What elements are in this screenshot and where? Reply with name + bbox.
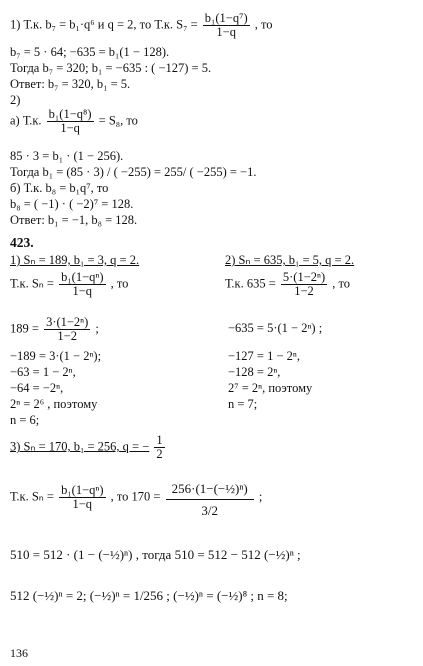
p3-fraction — [59, 484, 105, 511]
l6-num: b₁(1−q⁸) — [48, 107, 92, 121]
l6-tail: = S₈, то — [98, 113, 138, 128]
p2-b-line: −127 = 1 − 2ⁿ, — [228, 349, 300, 363]
p1-f-line: n = 6; — [10, 413, 40, 427]
p3-half-fraction — [154, 434, 164, 461]
p1-a-den: 1−2 — [57, 329, 77, 343]
p2-tk-line — [225, 271, 350, 298]
line-3: Тогда b₇ = 320; b₁ = −635 : ( −127) = 5. — [10, 61, 212, 75]
line-11: Ответ: b₁ = −1, b₈ = 128. — [10, 213, 138, 227]
p2-den: 1−2 — [294, 284, 314, 298]
line-7: 85 · 3 = b₁ · (1 − 256). — [10, 149, 124, 163]
p2-head: 2) Sₙ = 635, b₁ = 5, q = 2. — [225, 253, 355, 267]
p3-mid: , то 170 = — [110, 489, 161, 504]
p2-d-line: 2⁷ = 2ⁿ, поэтому — [228, 381, 313, 395]
p3-big-den: 3/2 — [201, 503, 218, 518]
p1-num: b₁(1−qⁿ) — [61, 270, 104, 284]
p1-head: 1) Sₙ = 189, b₁ = 3, q = 2. — [10, 253, 140, 267]
p2-c-line: −128 = 2ⁿ, — [228, 365, 281, 379]
p3-tk-line — [10, 478, 262, 517]
p2-tk: Т.к. 635 = — [225, 276, 276, 291]
p1-a-tail: ; — [95, 321, 99, 336]
p2-a-line: −635 = 5·(1 − 2ⁿ) ; — [228, 321, 323, 335]
p1-e-line: 2ⁿ = 2⁶ , поэтому — [10, 397, 98, 411]
p3-num: b₁(1−qⁿ) — [61, 483, 104, 497]
l1-num: b₁(1−q⁷) — [204, 11, 248, 25]
l6-text: а) Т.к. — [10, 113, 42, 128]
l1-fraction — [203, 12, 250, 39]
line-1 — [10, 12, 273, 39]
p3-head: 3) Sₙ = 170, b₁ = 256, q = − — [10, 439, 150, 454]
p2-e-line: n = 7; — [228, 397, 258, 411]
l6-fraction — [47, 108, 94, 135]
p1-den: 1−q — [72, 284, 93, 298]
p3-eq2-line: 510 = 512 · (1 − (−½)ⁿ) , тогда 510 = 512 − 512 (−½)ⁿ ; — [10, 547, 301, 562]
problem-number: 423. — [10, 235, 34, 250]
l1-tail: , то — [254, 17, 273, 32]
p1-c-line: −63 = 1 − 2ⁿ, — [10, 365, 76, 379]
p1-a-left: 189 = — [10, 321, 39, 336]
p1-b-line: −189 = 3·(1 − 2ⁿ); — [10, 349, 102, 363]
p3-head-line — [10, 434, 167, 461]
p1-a-line — [10, 316, 99, 343]
p3-eq3-line: 512 (−½)ⁿ = 2; (−½)ⁿ = 1/256 ; (−½)ⁿ = (−½)⁸ ; n = 8; — [10, 588, 288, 603]
p3-big-tail: ; — [258, 489, 263, 504]
p1-tk: Т.к. Sₙ = — [10, 276, 54, 291]
p2-num: 5·(1−2ⁿ) — [282, 270, 326, 284]
l1-text: 1) Т.к. b₇ = b₁·q⁶ и q = 2, то Т.к. S₇ = — [10, 17, 198, 32]
line-10: b₈ = ( −1) · ( −2)⁷ = 128. — [10, 197, 134, 211]
p3-half-den: 2 — [156, 447, 163, 461]
p3-big-fraction — [166, 478, 254, 517]
p3-big-num: 256·(1−(−½)ⁿ) — [166, 478, 254, 500]
page-number: 136 — [10, 646, 28, 660]
line-4: Ответ: b₇ = 320, b₁ = 5. — [10, 77, 131, 91]
p1-tk-line — [10, 271, 128, 298]
p3-den: 1−q — [72, 497, 93, 511]
p2-to: , то — [332, 276, 351, 291]
line-8: Тогда b₁ = (85 · 3) / ( −255) = 255/ ( −255) = −1. — [10, 165, 257, 179]
p1-to: , то — [110, 276, 129, 291]
p2-fraction — [281, 271, 327, 298]
line-9: б) Т.к. b₈ = b₁q⁷, то — [10, 181, 109, 195]
line-5: 2) — [10, 93, 21, 107]
line-2: b₇ = 5 · 64; −635 = b₁(1 − 128). — [10, 45, 170, 59]
l6-den: 1−q — [60, 121, 80, 135]
p1-d-line: −64 = −2ⁿ, — [10, 381, 64, 395]
p3-half-num: 1 — [156, 433, 163, 447]
l1-den: 1−q — [216, 25, 236, 39]
p1-fraction — [59, 271, 105, 298]
p3-tk: Т.к. Sₙ = — [10, 489, 54, 504]
p1-a-num: 3·(1−2ⁿ) — [46, 315, 89, 329]
line-6 — [10, 108, 138, 135]
p1-a-fraction — [44, 316, 90, 343]
